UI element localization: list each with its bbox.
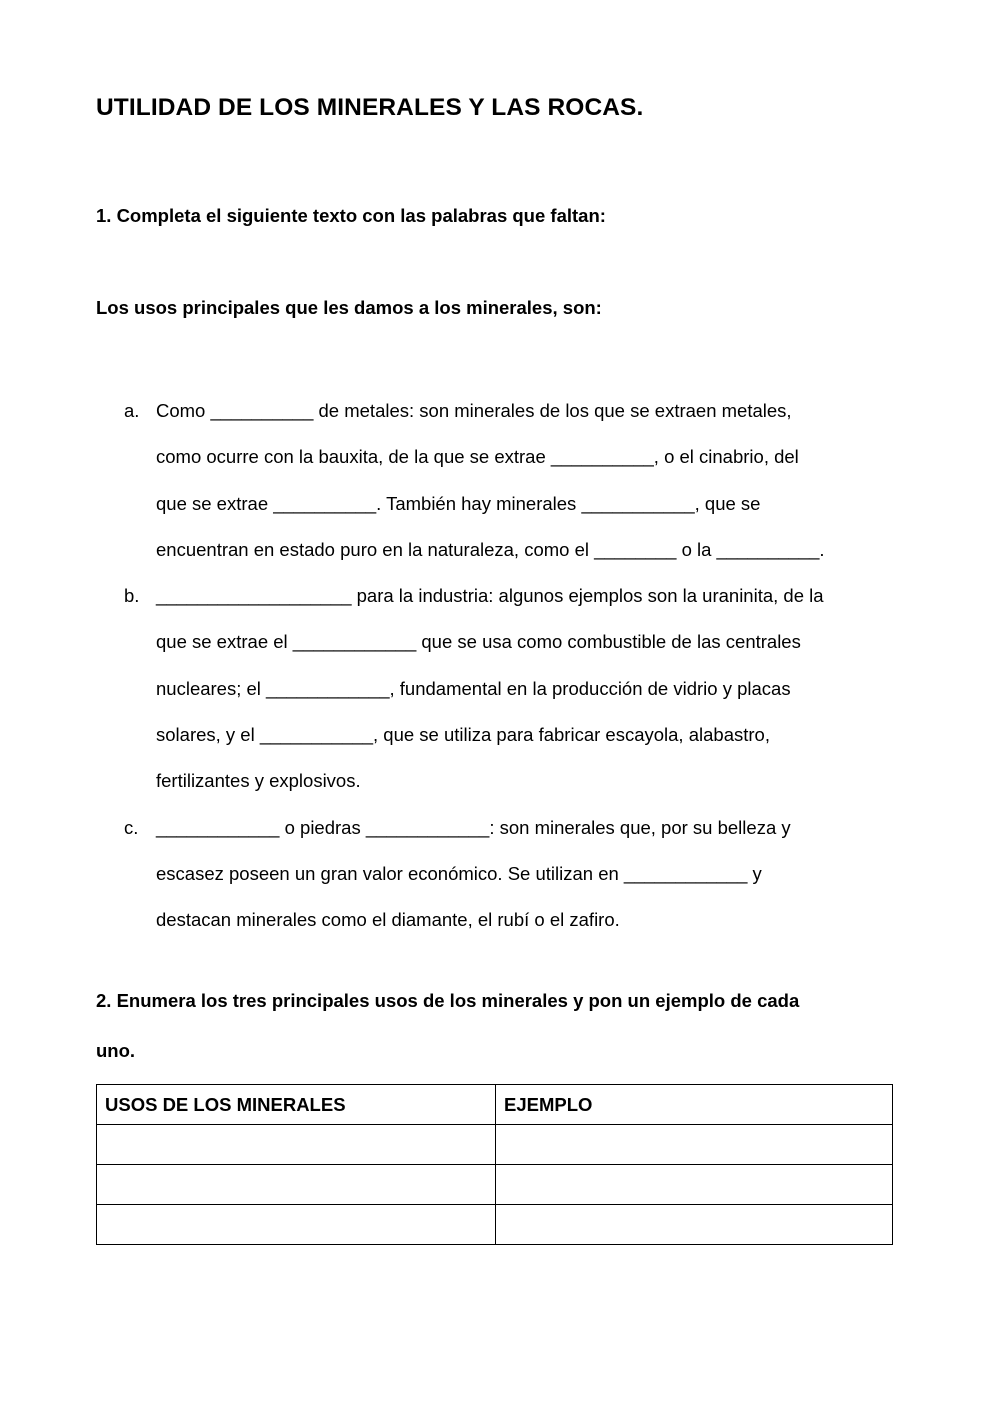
column-header-example: EJEMPLO <box>496 1085 893 1125</box>
text-line: ___________________ para la industria: algunos ejemplos son la uraninita, de la <box>156 585 824 607</box>
list-item-c <box>0 805 1000 944</box>
list-marker: b. <box>124 585 140 607</box>
table-cell-example[interactable] <box>496 1165 893 1205</box>
text-line: Como __________ de metales: son minerales de los que se extraen metales, <box>156 400 792 421</box>
table-row <box>97 1125 893 1165</box>
text-line: encuentran en estado puro en la naturaleza, como el ________ o la __________. <box>156 538 825 560</box>
text-line: que se extrae el ____________ que se usa como combustible de las centrales <box>156 631 801 653</box>
fill-in-list <box>0 388 1000 944</box>
text-line: que se extrae __________. También hay minerales ___________, que se <box>156 492 761 514</box>
list-item-b <box>0 573 1000 804</box>
table-cell-example[interactable] <box>496 1205 893 1245</box>
table-row <box>97 1205 893 1245</box>
text-line: destacan minerales como el diamante, el rubí o el zafiro. <box>156 909 620 931</box>
text-line: ____________ o piedras ____________: son minerales que, por su belleza y <box>156 816 791 838</box>
list-item-text <box>156 805 896 944</box>
table-row <box>97 1165 893 1205</box>
text-line: nucleares; el ____________, fundamental en la producción de vidrio y placas <box>156 677 791 699</box>
list-item-text <box>156 573 896 804</box>
page-title: UTILIDAD DE LOS MINERALES Y LAS ROCAS. <box>96 94 644 121</box>
exercise-2-heading-continued: uno. <box>96 1040 136 1061</box>
exercise-1-heading: 1. Completa el siguiente texto con las palabras que faltan: <box>96 205 606 226</box>
column-header-uses: USOS DE LOS MINERALES <box>97 1085 496 1125</box>
uses-table <box>96 1084 893 1245</box>
table-cell-use[interactable] <box>97 1165 496 1205</box>
text-line: como ocurre con la bauxita, de la que se extrae __________, o el cinabrio, del <box>156 446 799 468</box>
list-marker: a. <box>124 400 140 421</box>
list-item-a <box>0 388 1000 573</box>
table-cell-example[interactable] <box>496 1125 893 1165</box>
list-marker: c. <box>124 816 139 838</box>
text-line: solares, y el ___________, que se utiliza para fabricar escayola, alabastro, <box>156 724 770 746</box>
exercise-2-heading: 2. Enumera los tres principales usos de los minerales y pon un ejemplo de cada <box>96 990 800 1011</box>
text-line: fertilizantes y explosivos. <box>156 770 361 792</box>
exercise-1-subheading: Los usos principales que les damos a los minerales, son: <box>96 297 602 318</box>
text-line: escasez poseen un gran valor económico. Se utilizan en ____________ y <box>156 862 762 884</box>
list-item-text <box>156 388 896 573</box>
table-cell-use[interactable] <box>97 1205 496 1245</box>
table-header-row <box>97 1085 893 1125</box>
table-cell-use[interactable] <box>97 1125 496 1165</box>
